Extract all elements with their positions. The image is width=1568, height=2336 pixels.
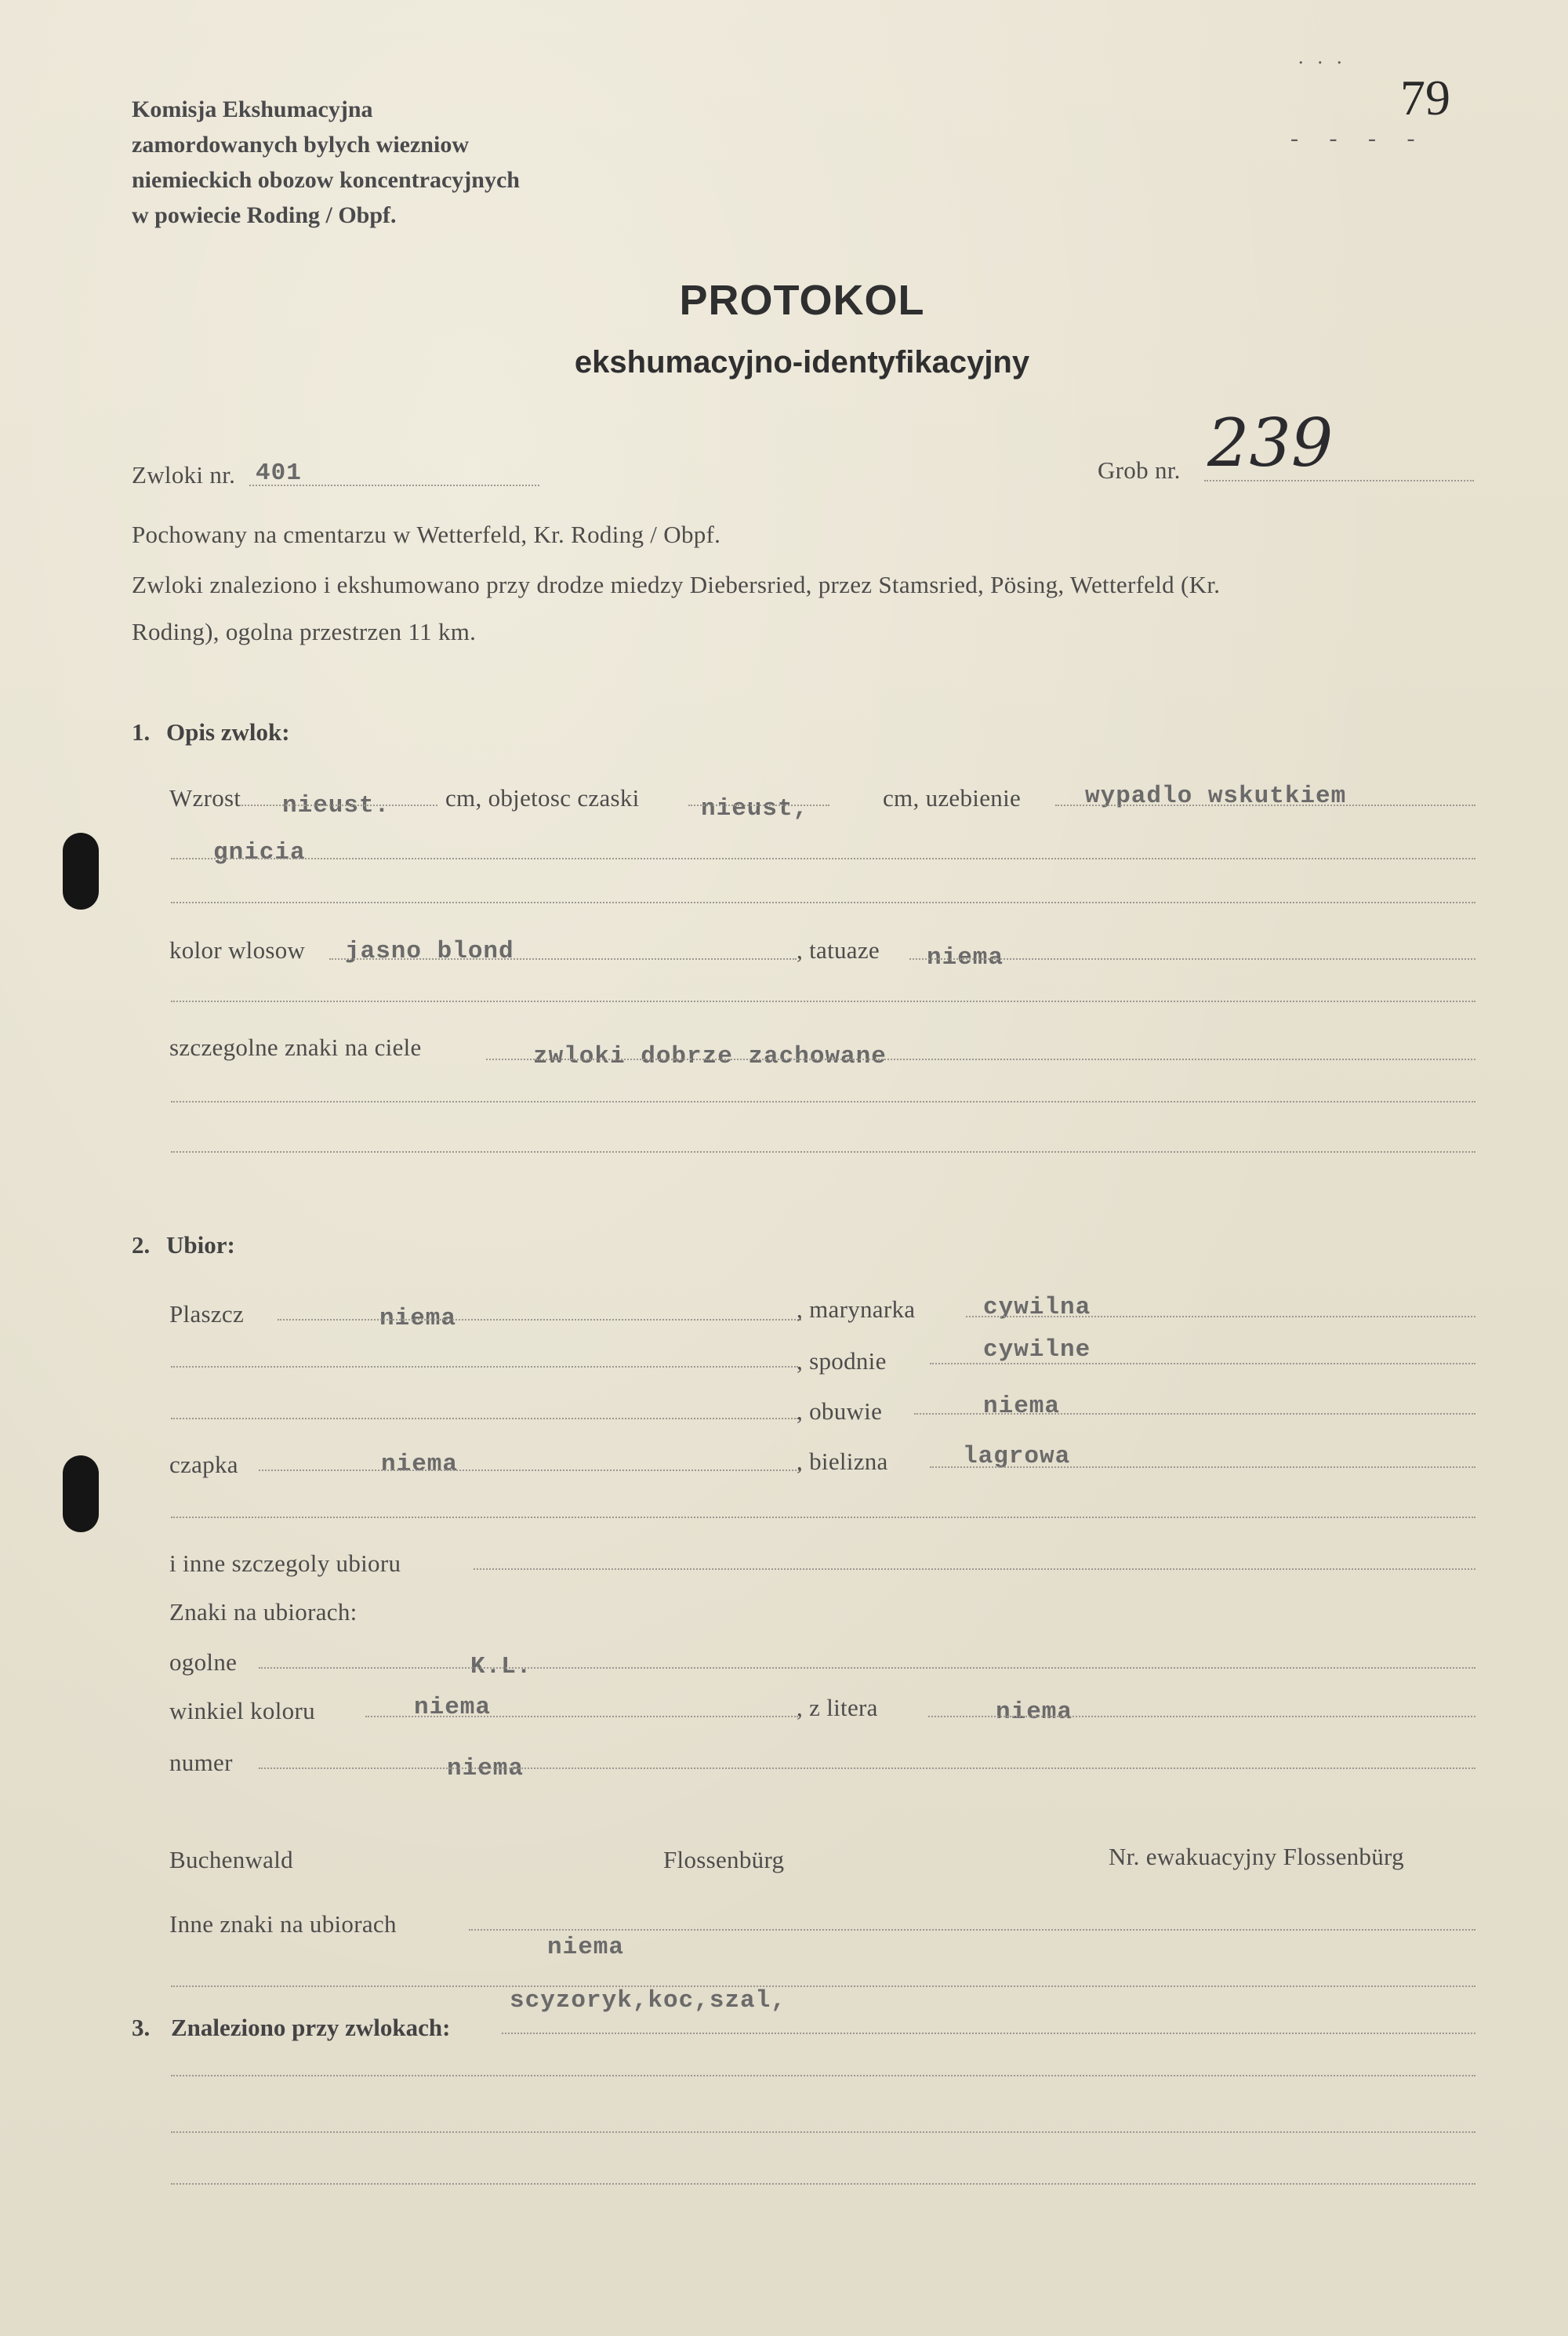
header-line-2: zamordowanych bylych wiezniow (132, 132, 469, 158)
header-line-4: w powiecie Roding / Obpf. (132, 202, 397, 228)
section-3-title: Znaleziono przy zwlokach: (171, 2014, 451, 2041)
czaska-label: cm, objetosc czaski (445, 784, 640, 812)
section-3-number: 3. (132, 2014, 151, 2041)
wzrost-value: nieust. (282, 792, 390, 819)
inne-szczegoly-label: i inne szczegoly ubioru (169, 1549, 401, 1577)
inne-znaki-value: niema (547, 1934, 625, 1961)
czapka-value: niema (381, 1451, 459, 1478)
ogolne-label: ogolne (169, 1648, 238, 1676)
section-1-title: Opis zwlok: (166, 718, 290, 746)
page-number: 79 (1400, 70, 1450, 125)
section-2-title: Ubior: (166, 1231, 235, 1259)
intro-line-1: Pochowany na cmentarzu w Wetterfeld, Kr. Roding / Obpf. (132, 521, 721, 548)
punch-hole-top (63, 833, 99, 910)
szczegolne-znaki-value: zwloki dobrze zachowane (533, 1043, 887, 1070)
intro-line-2: Zwloki znaleziono i ekshumowano przy drodze miedzy Diebersried, przez Stamsried, Pösing, Wetterfeld (Kr. (132, 571, 1221, 598)
z-litera-label: , z litera (797, 1694, 878, 1721)
szczegolne-znaki-label: szczegolne znaki na ciele (169, 1034, 422, 1061)
winkiel-value: niema (414, 1694, 492, 1721)
uzebienie-value-2: gnicia (213, 839, 306, 866)
header-line-1: Komisja Ekshumacyjna (132, 96, 373, 122)
document-title: PROTOKOL (679, 277, 925, 324)
obuwie-label: , obuwie (797, 1397, 883, 1425)
z-litera-value: niema (996, 1698, 1073, 1726)
uzebienie-label: cm, uzebienie (883, 784, 1022, 812)
kolor-wlosow-value: jasno blond (345, 938, 514, 965)
obuwie-value: niema (983, 1393, 1061, 1420)
plaszcz-label: Plaszcz (169, 1300, 245, 1328)
inne-znaki-label: Inne znaki na ubiorach (169, 1910, 397, 1938)
winkiel-label: winkiel koloru (169, 1697, 315, 1724)
znaleziono-value: scyzoryk,koc,szal, (510, 1987, 786, 2014)
znaki-na-ubiorach-label: Znaki na ubiorach: (169, 1598, 358, 1626)
numer-label: numer (169, 1749, 233, 1776)
bielizna-value: lagrowa (963, 1443, 1071, 1470)
header-line-3: niemieckich obozow koncentracyjnych (132, 167, 520, 193)
czapka-label: czapka (169, 1451, 238, 1478)
numer-value: niema (447, 1755, 524, 1782)
spodnie-label: , spodnie (797, 1347, 887, 1375)
wzrost-label: Wzrost (169, 784, 241, 812)
marynarka-label: , marynarka (797, 1295, 916, 1323)
section-2-number: 2. (132, 1231, 151, 1259)
document-subtitle: ekshumacyjno-identyfikacyjny (574, 345, 1030, 380)
bielizna-label: , bielizna (797, 1448, 888, 1475)
kolor-wlosow-label: kolor wlosow (169, 936, 306, 964)
plaszcz-value: niema (379, 1305, 457, 1332)
intro-line-3: Roding), ogolna przestrzen 11 km. (132, 618, 477, 645)
ogolne-value: K.L. (470, 1653, 532, 1680)
marynarka-value: cywilna (983, 1294, 1091, 1321)
uzebienie-value: wypadlo wskutkiem (1085, 783, 1347, 810)
buchenwald-label: Buchenwald (169, 1846, 293, 1873)
grob-label: Grob nr. (1098, 456, 1181, 484)
corner-marks: ... (1298, 45, 1356, 68)
zwloki-value: 401 (256, 460, 302, 487)
tatuaze-value: niema (927, 944, 1004, 972)
punch-hole-bottom (63, 1455, 99, 1532)
tatuaze-label: , tatuaze (797, 936, 880, 964)
grob-value: 239 (1207, 405, 1334, 481)
ewakuacyjny-label: Nr. ewakuacyjny Flossenbürg (1109, 1843, 1404, 1870)
section-1-number: 1. (132, 718, 151, 746)
czaska-value: nieust, (701, 795, 809, 823)
spodnie-value: cywilne (983, 1336, 1091, 1364)
zwloki-label: Zwloki nr. (132, 461, 236, 489)
corner-dashes: - - - - (1290, 125, 1428, 151)
flossenburg-label: Flossenbürg (663, 1846, 785, 1873)
